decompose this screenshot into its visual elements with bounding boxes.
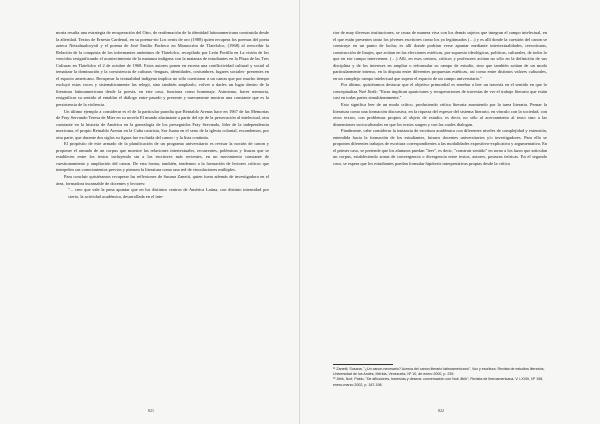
paragraph: rior de muy diversas instituciones, se cruza de manera viva con los demás sujetos que integran el campo intelectual, en el que están presentes tanto los jóvenes escritores como los ya legitimados (…) y es allí donde la cuestión del canon se construye en un punto de lucha; es allí donde podrían verse apuntar mediante intertextualidades, reescrituras, construcción de linajes, que actúan en las elecciones estéticas, por supuesto ideológicas, políticas, culturales, de todos lo que en ese campo intervienen. (…) Allí, en esos centros, críticos y profesores actúan no sólo en la definición de sus disciplina y de los intereses en ampliar o reformular su campo de estudio, sino que también actúan de un modo particularmente intenso, en la disputa entre diferentes propuestas estéticas, así como entre distintos valores culturales, en un complejo campo intelectual que supera el espacio de un campo universitario." (333, 30, 547, 81)
block-quote: "... creo que vale la pena apuntar que en los distintos centros de América Latina, con distinto intensidad por cierto, la actividad académica, desarrollada en el inte- (68, 187, 269, 199)
paragraph: Un último ejemplo a considerar es el de la particular parodia que Reinaldo Arenas hace en 1967 de las Memorias de Fray Servando Teresa de Mier en su novela El mundo alucinante a partir del eje de la persecución al intelectual, otra constante en la historia de América en la genealogía de los perseguidos Fray Servando, líder de la independencia mexicana, el propio Reinaldo Arenas en la Cuba castrista, Sor Juana en el seno de la iglesia colonial, escondemos, por otra parte, que durante dos siglos su figura fue excluida del canon - y la lista continúa. (56, 108, 269, 140)
paragraph: Esto significa leer de un modo crítico, produciendo crítica literaria asumiendo por la tarea literaria. Pensar la literatura como una formación discursiva, en la riqueza del espesor del sistema literario, en vínculo con la sociedad, con otros textos, con problemas propios al objeto de estudio, es decir, no sólo al acercamiento al texto sino a las dimensiones socioculturales en que los textos surgen y con las cuales dialogan. (333, 102, 547, 127)
left-page-text (56, 30, 269, 200)
footnote: ¹² Jitrik, Noé, Pablo, "De aflicciones, travesías y deseos: conversación con Noé Jitrik", Revista de Iberoamericana, V. LXVIII, Nº 198, enero-marzo 2002, p. 187-198. (333, 377, 544, 387)
footnote-rule (333, 364, 393, 365)
paragraph: Para concluir quisiéramos recuperar las reflexiones de Susana Zanetti, quien fuera además de investigadora en el área, formadora incansable de docentes y lectores: (56, 174, 269, 186)
right-page-text (333, 30, 547, 167)
paragraph: Por último, quisiéramos destacar que el objetivo primordial es enseñar a leer un travesía en el sentido en que lo conceptualiza Noé Jitrik: "Estas implican apariciones y recuperaciones de travesías de ver el trabajo literario que están casi en todas partes simultáneamente." (333, 82, 547, 101)
paragraph: El propósito de este armado de la planificación de un programa universitario es revisar la noción de canon y proponer el armado de un corpus que muestre las relaciones intertextuales, recurrentes, polémicas y fisuras que se establecen entre los textos incluyendo sin a los escritores más recientes, en un movimiento constante de cuestionamiento y ampliación del canon. De esta forma, también, tendemos a la formación de lectores críticos que interpelen sus conocimientos previos y piensen la literatura como una red de vinculaciones múltiples. (56, 141, 269, 173)
footnotes (333, 364, 547, 388)
footnote: ¹¹ Zanetti, Susana, "¿Un canon necesario? Acerca del canon literario latinoamericano", Voz y escritura. Revista de estudios literarios, Universidad de los Andes, Mérida, Venezuela, Nº 10, de enero 2000, p. 239. (333, 367, 545, 377)
paragraph: Finalmente, cabe considerar la instancia de escritura académica con diferentes niveles de complejidad y extensión, entendida hacia la formación de los estudiantes, futuros docentes universitarios y/o investigadores. Para ello se proponen diferentes trabajos de escritura correspondientes a las modalidades expositivo-explicativa y argumentativa. En el primer caso, se pretende que los alumnos puedan "leer", es decir, "construir sentido" en torno a los lazos que articulan un corpus, estableciendo zonas de convergencia o divergencia entre textos, autores, posturas teóricas. En el segundo caso, se espera que los estudiantes puedan formular hipótesis interpretativas propias desde la crítica (333, 128, 547, 166)
paragraph: moria resulta una estrategia de recuperación del Otro, de reafirmación de la identidad latinoamericana construida desde la alteridad. Textos de Ernesto Cardenal, en su poema-rio Los ovnis de oro (1988) quien recupera los poemas del poeta azteca Netzahualcoyotl y el poema de José Emilio Pacheco en Manuscrito de Tlatelolco, (1968) al reescribir la Relación de la conquista de los informantes anónimos de Tlatelolco, recopilado por León Portilla en La visión de los vencidos resignificando el acontecimiento de la matanza indígena con la matanza de estudiantes en la Plaza de las Tres Culturas en Tlatelolco el 2 de octubre de 1968. Estos autores ponen en escena una conflictividad cultural y social al tematizar la dominación y la coexistencia de culturas -lenguas, identidades, costumbres, lugares sociales- presentes en el espacio americano. Recuperar la textualidad indígena implica no sólo cuestionar a un canon que por mucho tiempo excluyó estas voces y sistemáticamente las relegó, sino también ampliarlo, volver a darles un lugar dentro de la literatura latinoamericana desde la poesía, en este caso, funciona como homenaje. Asimismo, hacer memoria, resignificar su sentido al entablar el diálogo entre pasado y presente y nuevamente mostrar una constante que es la persistencia de la violencia. (56, 30, 269, 108)
right-page (300, 0, 600, 424)
page-number: 822 (438, 408, 444, 413)
page-number: 821 (148, 408, 154, 413)
